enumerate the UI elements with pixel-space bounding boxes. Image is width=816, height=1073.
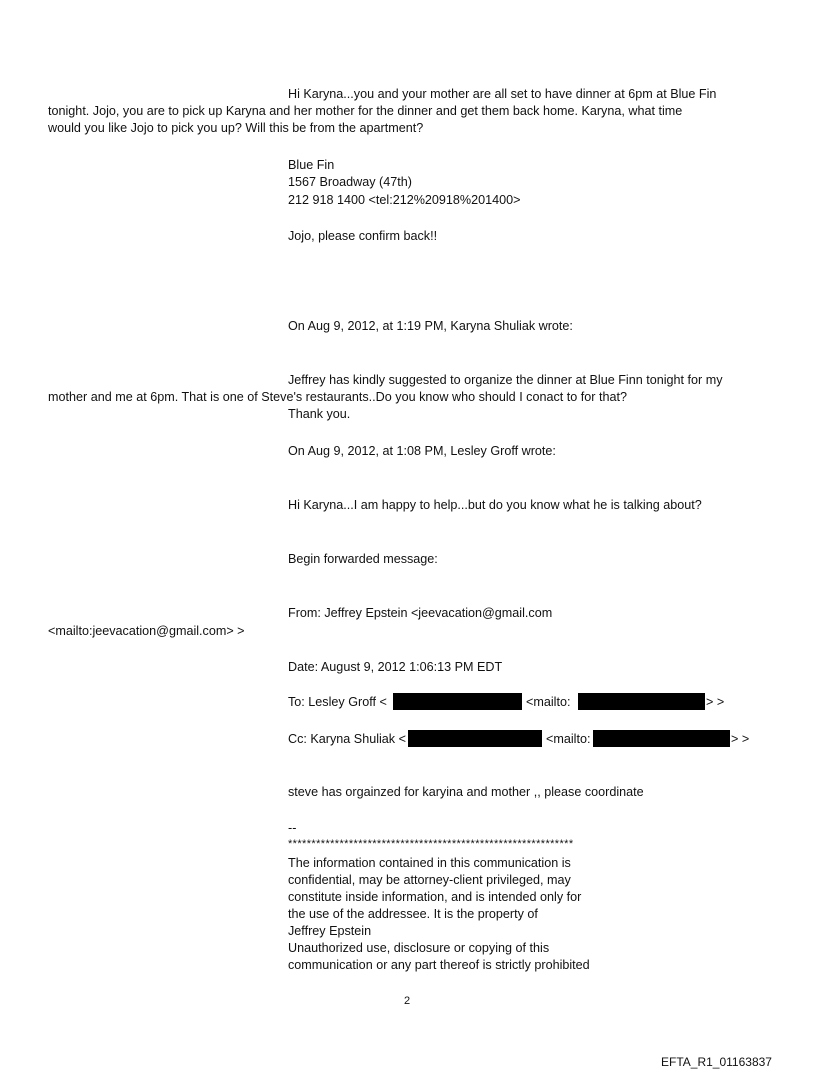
confirm-line: Jojo, please confirm back!! — [288, 229, 438, 243]
quote1-thanks: Thank you. — [288, 407, 351, 421]
redaction-box — [393, 693, 522, 710]
redaction-box — [408, 730, 542, 747]
disclaimer-line: Jeffrey Epstein — [288, 924, 372, 938]
redaction-box — [593, 730, 730, 747]
quote2-body: Hi Karyna...I am happy to help...but do you know what he is talking about? — [288, 498, 702, 512]
to-suffix: > > — [706, 695, 725, 709]
restaurant-name: Blue Fin — [288, 158, 335, 172]
to-mailto: <mailto: — [526, 695, 571, 709]
page-number: 2 — [404, 995, 411, 1007]
quote2-header: On Aug 9, 2012, at 1:08 PM, Lesley Groff wrote: — [288, 444, 556, 458]
from-line: From: Jeffrey Epstein <jeevacation@gmail.com — [288, 606, 553, 620]
quote1-header: On Aug 9, 2012, at 1:19 PM, Karyna Shuliak wrote: — [288, 319, 573, 333]
cc-suffix: > > — [731, 732, 750, 746]
signature-dashes: -- — [288, 821, 297, 835]
date-line: Date: August 9, 2012 1:06:13 PM EDT — [288, 660, 503, 674]
disclaimer-line: Unauthorized use, disclosure or copying of this — [288, 941, 550, 955]
reply-line-3: would you like Jojo to pick you up? Will this be from the apartment? — [48, 121, 424, 135]
disclaimer-line: constitute inside information, and is intended only for — [288, 890, 582, 904]
from-mailto[interactable]: <mailto:jeevacation@gmail.com> > — [48, 624, 245, 638]
forward-header: Begin forwarded message: — [288, 552, 438, 566]
quote1-line-1: Jeffrey has kindly suggested to organize the dinner at Blue Finn tonight for my — [288, 373, 723, 387]
document-id: EFTA_R1_01163837 — [661, 1055, 772, 1069]
disclaimer-line: The information contained in this communication is — [288, 856, 571, 870]
restaurant-address: 1567 Broadway (47th) — [288, 175, 412, 189]
restaurant-phone[interactable]: 212 918 1400 <tel:212%20918%201400> — [288, 193, 521, 207]
disclaimer-line: confidential, may be attorney-client privileged, may — [288, 873, 571, 887]
reply-intro: Hi Karyna...you and your mother are all set to have dinner at 6pm at Blue Fin — [288, 87, 717, 101]
disclaimer-line: the use of the addressee. It is the property of — [288, 907, 538, 921]
disclaimer-line: communication or any part thereof is strictly prohibited — [288, 958, 590, 972]
message-body: steve has orgainzed for karyina and mother ,, please coordinate — [288, 785, 644, 799]
to-prefix: To: Lesley Groff < — [288, 695, 387, 709]
quote1-line-2: mother and me at 6pm. That is one of Steve's restaurants..Do you know who should I conact to for that? — [48, 390, 627, 404]
reply-line-2: tonight. Jojo, you are to pick up Karyna and her mother for the dinner and get them back home. Karyna, what time — [48, 104, 683, 118]
redaction-box — [578, 693, 705, 710]
cc-mailto: <mailto: — [546, 732, 591, 746]
cc-prefix: Cc: Karyna Shuliak < — [288, 732, 406, 746]
signature-stars: ************************************************************* — [288, 838, 574, 850]
